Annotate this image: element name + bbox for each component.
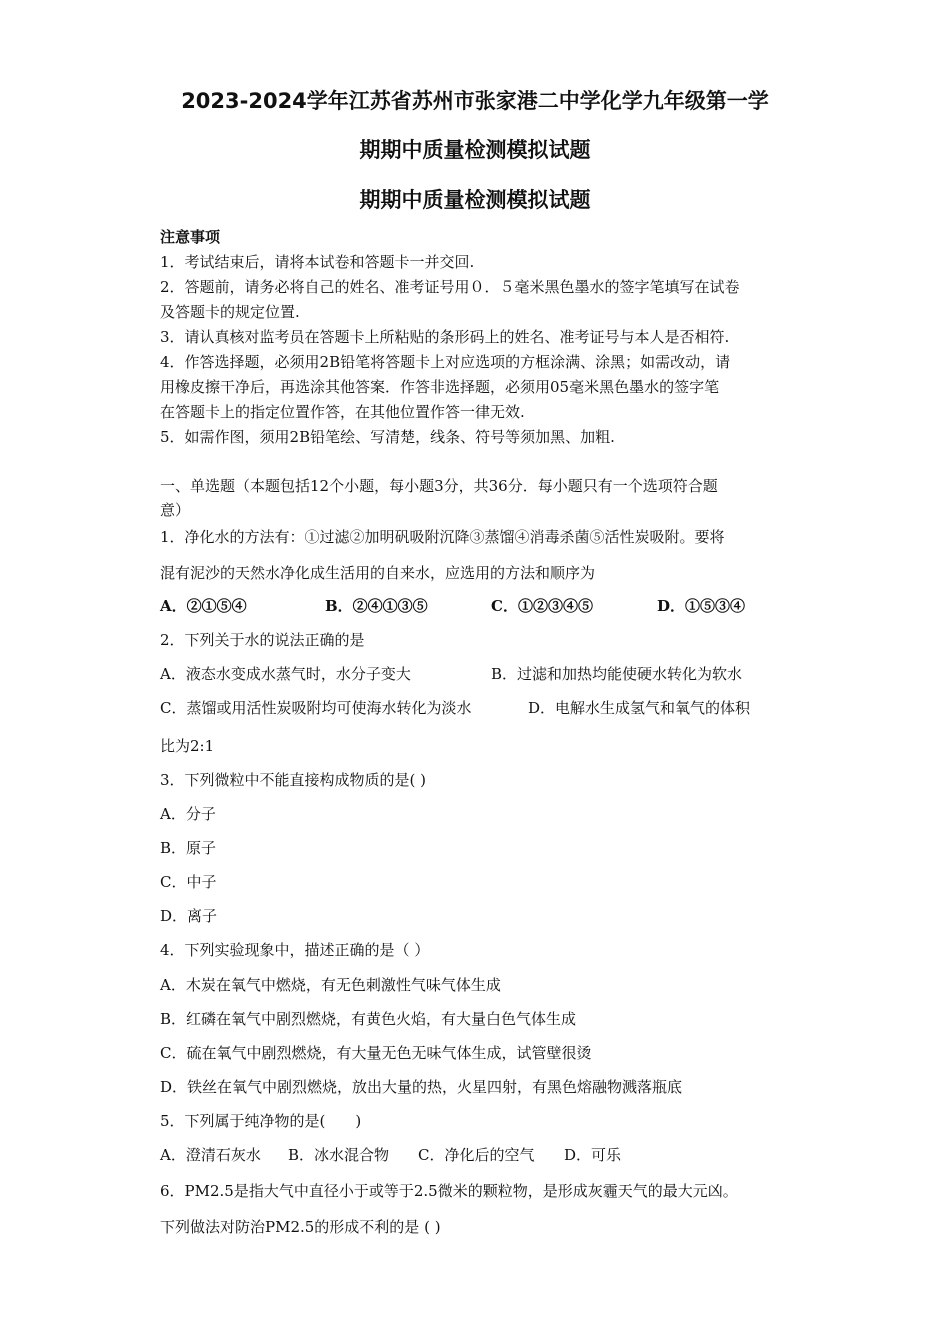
notice-item: 2．答题前，请务必将自己的姓名、准考证号用０．５毫米黑色墨水的签字笔填写在试卷 xyxy=(160,278,740,296)
notice-item: 及答题卡的规定位置. xyxy=(160,303,300,321)
question-4-option-b: B．红磷在氧气中剧烈燃烧，有黄色火焰，有大量白色气体生成 xyxy=(160,1010,577,1028)
question-5-option-d: D．可乐 xyxy=(564,1146,622,1164)
exam-title-line2: 期期中质量检测模拟试题 xyxy=(359,138,591,162)
exam-title-line3: 期期中质量检测模拟试题 xyxy=(359,188,591,212)
question-5-stem: 5．下列属于纯净物的是( ) xyxy=(160,1112,362,1130)
question-3-option-b: B．原子 xyxy=(160,839,217,857)
exam-title-line1: 2023-2024学年江苏省苏州市张家港二中学化学九年级第一学 xyxy=(181,89,769,113)
question-2-option-d: D．电解水生成氢气和氧气的体积 xyxy=(528,699,751,717)
question-6-stem-cont: 下列做法对防治PM2.5的形成不利的是 ( ) xyxy=(160,1218,441,1236)
question-3-option-c: C．中子 xyxy=(160,873,217,891)
notice-item: 1．考试结束后，请将本试卷和答题卡一并交回. xyxy=(160,253,475,271)
question-4-option-c: C．硫在氧气中剧烈燃烧，有大量无色无味气体生成，试管壁很烫 xyxy=(160,1044,592,1062)
question-5-option-b: B．冰水混合物 xyxy=(288,1146,390,1164)
question-1-option-b: B．②④①③⑤ xyxy=(325,597,428,615)
notice-heading: 注意事项 xyxy=(160,228,221,246)
notice-item: 5．如需作图，须用2B铅笔绘、写清楚，线条、符号等须加黑、加粗. xyxy=(160,428,615,446)
question-3-option-d: D．离子 xyxy=(160,907,218,925)
notice-item: 在答题卡上的指定位置作答，在其他位置作答一律无效. xyxy=(160,403,525,421)
question-1-option-c: C．①②③④⑤ xyxy=(491,597,593,615)
notice-item: 用橡皮擦干净后，再选涂其他答案．作答非选择题，必须用05毫米黑色墨水的签字笔 xyxy=(160,378,720,396)
question-6-stem: 6．PM2.5是指大气中直径小于或等于2.5微米的颗粒物，是形成灰霾天气的最大元凶。 xyxy=(160,1182,738,1200)
question-1-stem-cont: 混有泥沙的天然水净化成生活用的自来水，应选用的方法和顺序为 xyxy=(160,564,596,582)
question-2-option-a: A．液态水变成水蒸气时，水分子变大 xyxy=(160,665,411,683)
question-3-stem: 3．下列微粒中不能直接构成物质的是( ) xyxy=(160,771,427,789)
question-5-option-a: A．澄清石灰水 xyxy=(160,1146,261,1164)
question-1-stem: 1．净化水的方法有：①过滤②加明矾吸附沉降③蒸馏④消毒杀菌⑤活性炭吸附。要将 xyxy=(160,528,725,546)
notice-item: 4．作答选择题，必须用2B铅笔将答题卡上对应选项的方框涂满、涂黑；如需改动，请 xyxy=(160,353,731,371)
section-heading: 一、单选题（本题包括12个小题，每小题3分，共36分．每小题只有一个选项符合题 xyxy=(160,477,718,495)
question-2-option-d-cont: 比为2:1 xyxy=(160,737,215,755)
question-1-option-a: A．②①⑤④ xyxy=(160,597,247,615)
question-5-option-c: C．净化后的空气 xyxy=(418,1146,535,1164)
question-4-option-d: D．铁丝在氧气中剧烈燃烧，放出大量的热，火星四射，有黑色熔融物溅落瓶底 xyxy=(160,1078,683,1096)
section-heading-cont: 意） xyxy=(160,501,191,519)
question-4-stem: 4．下列实验现象中，描述正确的是（ ） xyxy=(160,941,430,959)
question-3-option-a: A．分子 xyxy=(160,805,216,823)
question-2-stem: 2．下列关于水的说法正确的是 xyxy=(160,631,365,649)
notice-item: 3．请认真核对监考员在答题卡上所粘贴的条形码上的姓名、准考证号与本人是否相符. xyxy=(160,328,730,346)
question-4-option-a: A．木炭在氧气中燃烧，有无色刺激性气味气体生成 xyxy=(160,976,501,994)
question-2-option-b: B．过滤和加热均能使硬水转化为软水 xyxy=(491,665,743,683)
question-2-option-c: C．蒸馏或用活性炭吸附均可使海水转化为淡水 xyxy=(160,699,472,717)
question-1-option-d: D．①⑤③④ xyxy=(657,597,746,615)
